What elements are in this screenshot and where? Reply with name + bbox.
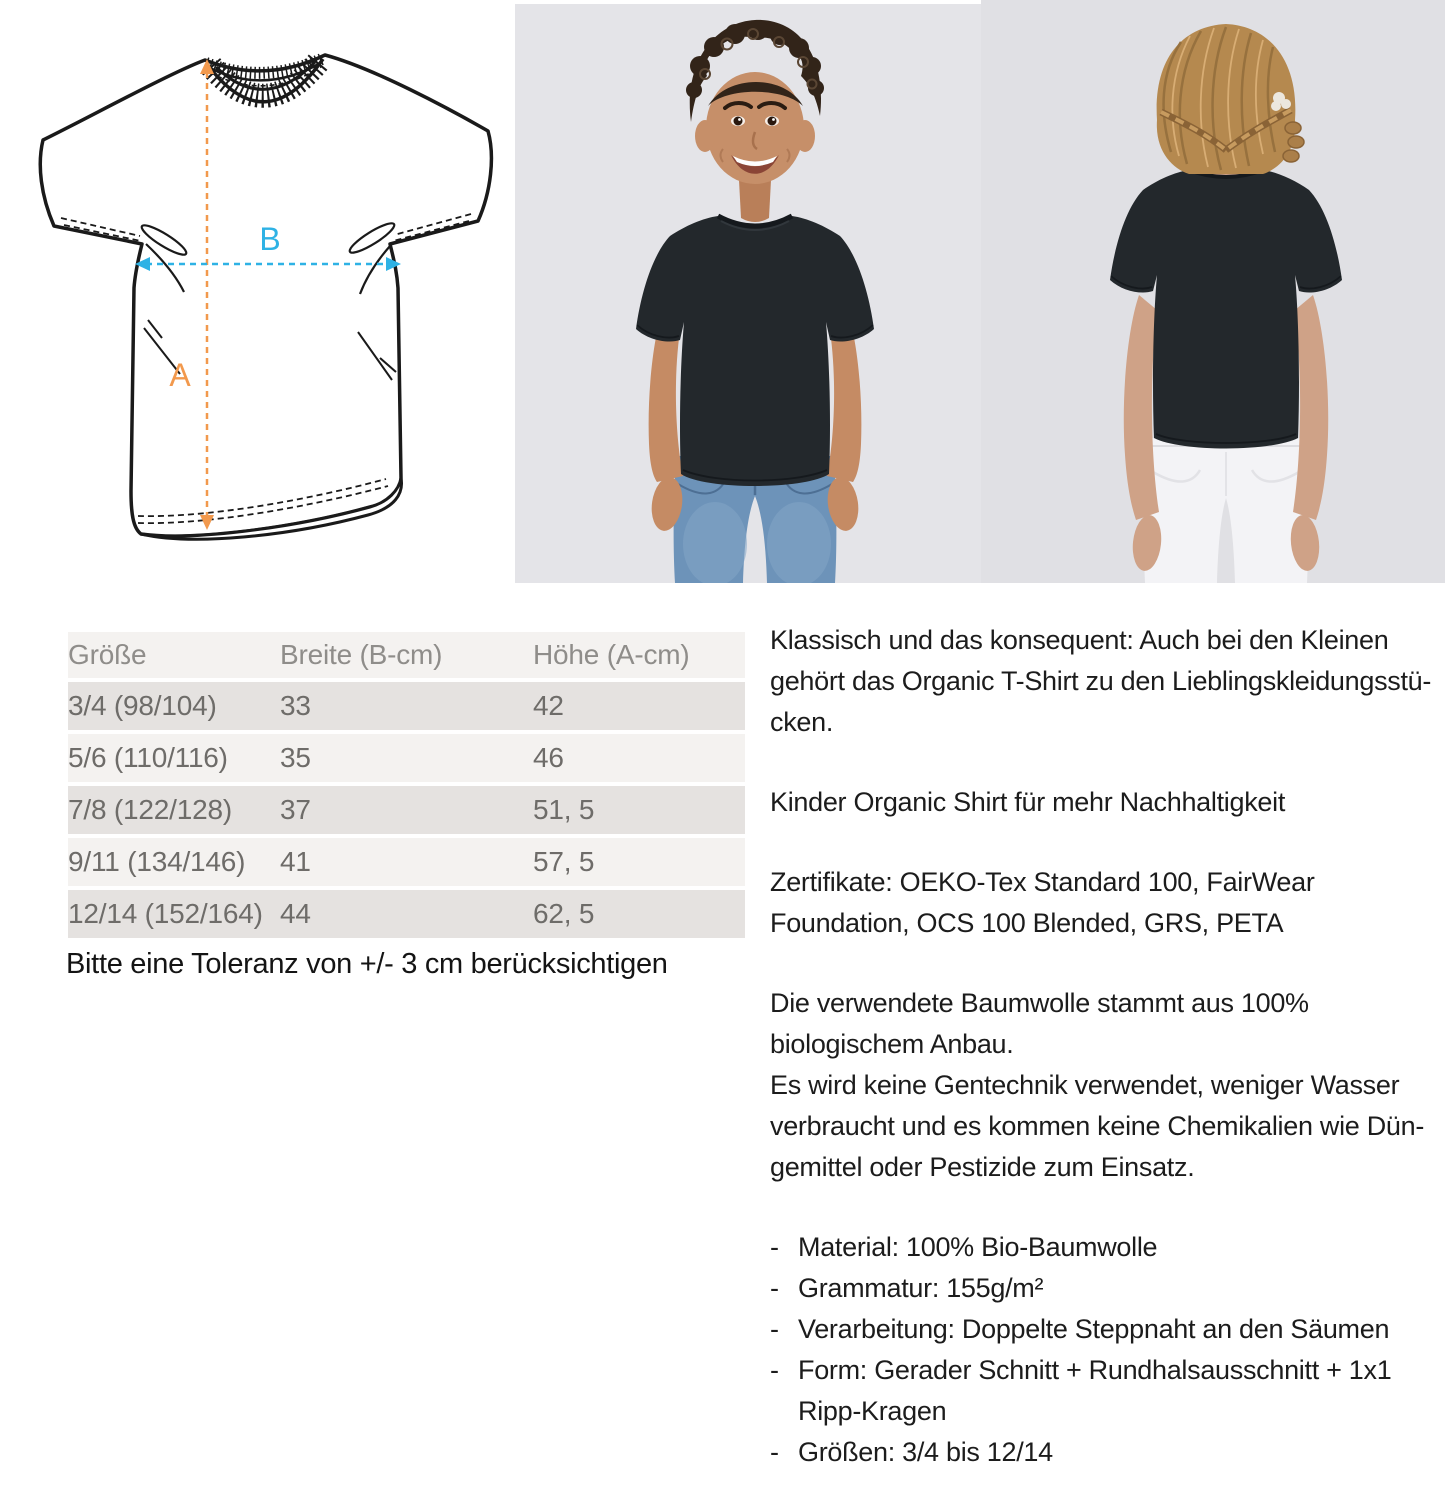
width-cell: 41 [280,838,533,886]
height-cell: 42 [533,682,745,730]
bullet-dash: - [770,1232,779,1262]
model-photo-front [515,4,981,583]
tolerance-note: Bitte eine Toleranz von +/- 3 cm berücksichtigen [66,948,668,980]
width-cell: 44 [280,890,533,938]
size-cell: 9/11 (134/146) [68,838,280,886]
product-description [770,620,1445,1473]
description-paragraph: Die verwendete Baumwolle stammt aus 100% biologischem Anbau. Es wird keine Gentechnik verwendet, weniger Wasser verbraucht und es kommen keine Chemikalien wie Dün- gemittel oder Pestizide zum Einsatz. [770,988,1425,1182]
header-width: Breite (B-cm) [280,632,533,678]
size-row [68,838,745,886]
description-paragraph: Kinder Organic Shirt für mehr Nachhaltigkeit [770,787,1286,817]
bullet-dash: - [770,1437,779,1467]
size-table [68,628,745,942]
tshirt-measurement-diagram [28,38,504,553]
boy-front-illustration [515,4,981,583]
spec-item: - Größen: 3/4 bis 12/14 [770,1432,1445,1473]
bullet-dash: - [770,1355,779,1385]
size-row [68,682,745,730]
width-cell: 35 [280,734,533,782]
description-paragraph: Klassisch und das konsequent: Auch bei den Kleinen gehört das Organic T-Shirt zu den Lieblingskleidungsstü- cken. [770,625,1432,737]
measurement-a-label: A [169,357,191,393]
height-cell: 46 [533,734,745,782]
spec-item: - Grammatur: 155g/m² [770,1268,1445,1309]
spec-item: - Verarbeitung: Doppelte Steppnaht an den Säumen [770,1309,1445,1350]
measurement-b-label: B [259,221,281,257]
spec-list [770,1227,1445,1473]
model-photo-back [981,0,1445,583]
girl-back-illustration [981,0,1445,583]
size-row [68,890,745,938]
size-table-header-row [68,632,745,678]
height-cell: 57, 5 [533,838,745,886]
description-paragraph: Zertifikate: OEKO-Tex Standard 100, FairWear Foundation, OCS 100 Blended, GRS, PETA [770,867,1315,938]
header-size: Größe [68,632,280,678]
header-height: Höhe (A-cm) [533,632,745,678]
size-cell: 5/6 (110/116) [68,734,280,782]
tshirt-line-drawing [28,38,504,553]
size-row [68,734,745,782]
width-cell: 37 [280,786,533,834]
spec-item: - Material: 100% Bio-Baumwolle [770,1227,1445,1268]
bullet-dash: - [770,1314,779,1344]
size-cell: 3/4 (98/104) [68,682,280,730]
spec-item: - Form: Gerader Schnitt + Rundhalsausschnitt + 1x1 Ripp-Kragen [770,1350,1445,1432]
height-cell: 51, 5 [533,786,745,834]
bullet-dash: - [770,1273,779,1303]
height-cell: 62, 5 [533,890,745,938]
size-cell: 12/14 (152/164) [68,890,280,938]
width-cell: 33 [280,682,533,730]
shirt-outline [40,55,491,536]
size-row [68,786,745,834]
size-cell: 7/8 (122/128) [68,786,280,834]
